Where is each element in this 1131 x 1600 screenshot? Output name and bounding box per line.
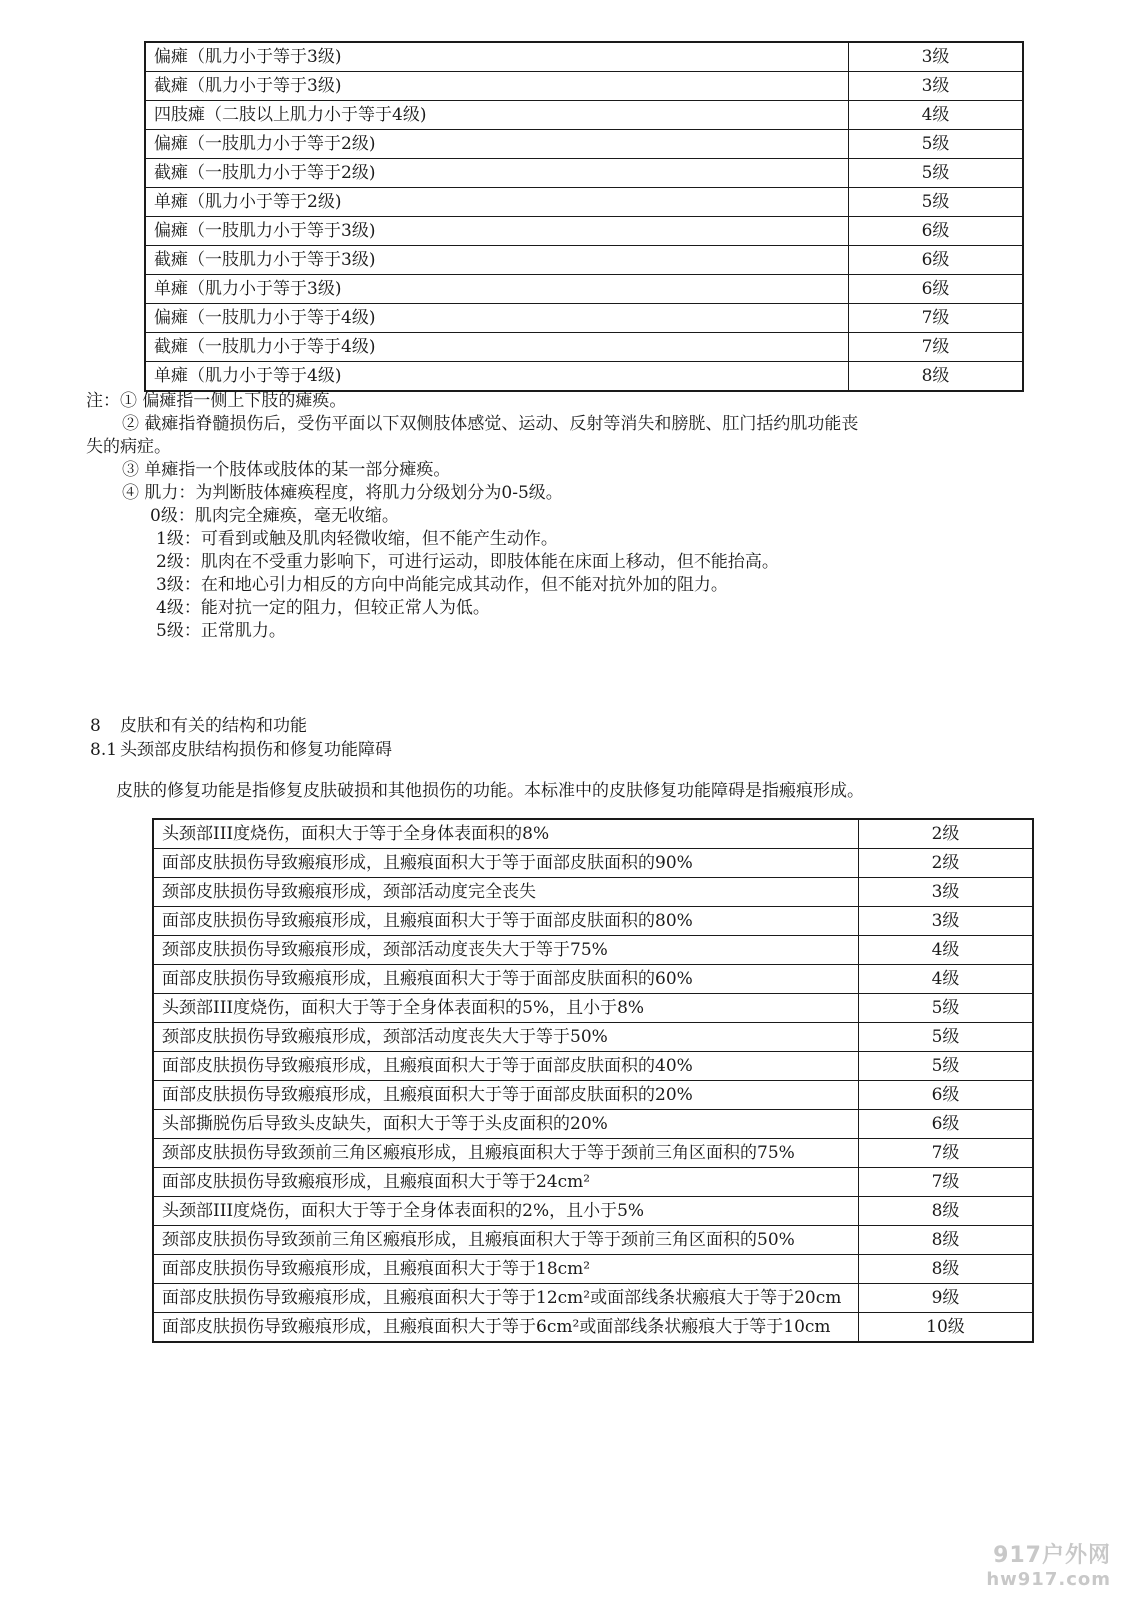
section-8-heading — [90, 711, 307, 736]
row-description: 头颈部III度烧伤，面积大于等于全身体表面积的2%，且小于5% — [153, 1197, 859, 1226]
row-description: 颈部皮肤损伤导致瘢痕形成，颈部活动度丧失大于等于50% — [153, 1023, 859, 1052]
row-description: 面部皮肤损伤导致瘢痕形成，且瘢痕面积大于等于面部皮肤面积的80% — [153, 907, 859, 936]
table-row — [145, 217, 1023, 246]
site-watermark — [986, 1538, 1111, 1590]
table-row — [153, 849, 1033, 878]
grade-4: 4级：能对抗一定的阻力，但较正常人为低。 — [156, 598, 490, 618]
table-row — [145, 130, 1023, 159]
row-level: 4级 — [859, 936, 1034, 965]
table-row — [153, 907, 1033, 936]
row-description: 颈部皮肤损伤导致颈前三角区瘢痕形成，且瘢痕面积大于等于颈前三角区面积的75% — [153, 1139, 859, 1168]
row-description: 截瘫（一肢肌力小于等于3级) — [145, 246, 849, 275]
table-row — [145, 159, 1023, 188]
grade-2: 2级：肌肉在不受重力影响下，可进行运动，即肢体能在床面上移动，但不能抬高。 — [156, 552, 779, 572]
row-level: 8级 — [859, 1226, 1034, 1255]
row-level: 5级 — [849, 130, 1024, 159]
table-row — [153, 1023, 1033, 1052]
row-description: 面部皮肤损伤导致瘢痕形成，且瘢痕面积大于等于面部皮肤面积的90% — [153, 849, 859, 878]
table-row — [145, 101, 1023, 130]
row-level: 5级 — [859, 994, 1034, 1023]
table-row — [153, 936, 1033, 965]
row-level: 4级 — [849, 101, 1024, 130]
row-description: 面部皮肤损伤导致瘢痕形成，且瘢痕面积大于等于面部皮肤面积的20% — [153, 1081, 859, 1110]
grade-0: 0级：肌肉完全瘫痪，毫无收缩。 — [150, 506, 399, 526]
row-description: 面部皮肤损伤导致瘢痕形成，且瘢痕面积大于等于18cm² — [153, 1255, 859, 1284]
row-description: 单瘫（肌力小于等于2级) — [145, 188, 849, 217]
row-description: 头部撕脱伤后导致头皮缺失，面积大于等于头皮面积的20% — [153, 1110, 859, 1139]
row-description: 头颈部III度烧伤，面积大于等于全身体表面积的8% — [153, 819, 859, 849]
row-level: 8级 — [849, 362, 1024, 392]
section-number: 8 — [90, 716, 101, 736]
section-title: 头颈部皮肤结构损伤和修复功能障碍 — [120, 740, 392, 760]
table-row — [153, 1313, 1033, 1343]
grade-3: 3级：在和地心引力相反的方向中尚能完成其动作，但不能对抗外加的阻力。 — [156, 575, 728, 595]
row-level: 6级 — [859, 1110, 1034, 1139]
note-hemiplegia: 注：① 偏瘫指一侧上下肢的瘫痪。 — [86, 391, 347, 411]
row-description: 面部皮肤损伤导致瘢痕形成，且瘢痕面积大于等于面部皮肤面积的60% — [153, 965, 859, 994]
table-row — [145, 246, 1023, 275]
row-level: 2级 — [859, 849, 1034, 878]
paralysis-grade-table — [144, 41, 1024, 392]
table-row — [153, 1284, 1033, 1313]
row-level: 2级 — [859, 819, 1034, 849]
table-row — [153, 994, 1033, 1023]
row-description: 截瘫（肌力小于等于3级) — [145, 72, 849, 101]
skin-scar-grade-table — [152, 818, 1034, 1343]
table-row — [153, 1255, 1033, 1284]
row-description: 头颈部III度烧伤，面积大于等于全身体表面积的5%，且小于8% — [153, 994, 859, 1023]
row-level: 7级 — [849, 304, 1024, 333]
grade-5: 5级：正常肌力。 — [156, 621, 286, 641]
table-row — [145, 42, 1023, 72]
row-level: 3级 — [859, 878, 1034, 907]
table-row — [153, 1081, 1033, 1110]
row-description: 单瘫（肌力小于等于4级) — [145, 362, 849, 392]
row-level: 7级 — [859, 1139, 1034, 1168]
row-level: 6级 — [849, 246, 1024, 275]
table-row — [145, 362, 1023, 392]
row-level: 3级 — [859, 907, 1034, 936]
note-paraplegia: ② 截瘫指脊髓损伤后，受伤平面以下双侧肢体感觉、运动、反射等消失和膀胱、肛门括约肌功能丧 — [122, 414, 859, 434]
row-level: 4级 — [859, 965, 1034, 994]
row-description: 面部皮肤损伤导致瘢痕形成，且瘢痕面积大于等于面部皮肤面积的40% — [153, 1052, 859, 1081]
note-monoplegia: ③ 单瘫指一个肢体或肢体的某一部分瘫痪。 — [122, 460, 451, 480]
row-level: 8级 — [859, 1197, 1034, 1226]
table-row — [153, 1139, 1033, 1168]
row-description: 偏瘫（肌力小于等于3级) — [145, 42, 849, 72]
row-level: 3级 — [849, 72, 1024, 101]
section-number: 8.1 — [90, 740, 118, 760]
table-row — [153, 1052, 1033, 1081]
notes-block — [86, 390, 1026, 643]
row-level: 5级 — [849, 188, 1024, 217]
row-description: 偏瘫（一肢肌力小于等于3级) — [145, 217, 849, 246]
row-description: 偏瘫（一肢肌力小于等于2级) — [145, 130, 849, 159]
row-description: 截瘫（一肢肌力小于等于2级) — [145, 159, 849, 188]
row-description: 颈部皮肤损伤导致瘢痕形成，颈部活动度丧失大于等于75% — [153, 936, 859, 965]
table-row — [153, 1110, 1033, 1139]
table-row — [145, 275, 1023, 304]
table-row — [145, 333, 1023, 362]
table-row — [145, 304, 1023, 333]
row-level: 5级 — [849, 159, 1024, 188]
row-level: 6级 — [859, 1081, 1034, 1110]
table-row — [153, 1168, 1033, 1197]
note-paraplegia-cont: 失的病症。 — [86, 437, 171, 457]
note-muscle-strength: ④ 肌力：为判断肢体瘫痪程度，将肌力分级划分为0-5级。 — [122, 483, 563, 503]
row-level: 6级 — [849, 275, 1024, 304]
row-description: 颈部皮肤损伤导致瘢痕形成，颈部活动度完全丧失 — [153, 878, 859, 907]
row-description: 四肢瘫（二肢以上肌力小于等于4级) — [145, 101, 849, 130]
row-description: 颈部皮肤损伤导致颈前三角区瘢痕形成，且瘢痕面积大于等于颈前三角区面积的50% — [153, 1226, 859, 1255]
row-level: 7级 — [859, 1168, 1034, 1197]
row-description: 截瘫（一肢肌力小于等于4级) — [145, 333, 849, 362]
row-description: 面部皮肤损伤导致瘢痕形成，且瘢痕面积大于等于24cm² — [153, 1168, 859, 1197]
table-row — [145, 72, 1023, 101]
table-row — [153, 819, 1033, 849]
watermark-site-name: 917户外网 — [993, 1543, 1111, 1568]
watermark-domain: hw917.com — [986, 1569, 1111, 1590]
row-description: 面部皮肤损伤导致瘢痕形成，且瘢痕面积大于等于12cm²或面部线条状瘢痕大于等于20cm — [153, 1284, 859, 1313]
intro-paragraph: 皮肤的修复功能是指修复皮肤破损和其他损伤的功能。本标准中的皮肤修复功能障碍是指瘢痕形成。 — [116, 781, 864, 801]
row-level: 6级 — [849, 217, 1024, 246]
table-row — [145, 188, 1023, 217]
row-description: 面部皮肤损伤导致瘢痕形成，且瘢痕面积大于等于6cm²或面部线条状瘢痕大于等于10cm — [153, 1313, 859, 1343]
table-row — [153, 878, 1033, 907]
row-description: 偏瘫（一肢肌力小于等于4级) — [145, 304, 849, 333]
row-level: 5级 — [859, 1023, 1034, 1052]
row-level: 10级 — [859, 1313, 1034, 1343]
row-level: 7级 — [849, 333, 1024, 362]
table-row — [153, 1226, 1033, 1255]
table-row — [153, 965, 1033, 994]
row-level: 9级 — [859, 1284, 1034, 1313]
grade-1: 1级：可看到或触及肌肉轻微收缩，但不能产生动作。 — [156, 529, 558, 549]
row-level: 8级 — [859, 1255, 1034, 1284]
table-row — [153, 1197, 1033, 1226]
row-description: 单瘫（肌力小于等于3级) — [145, 275, 849, 304]
section-title: 皮肤和有关的结构和功能 — [120, 716, 307, 736]
section-8-1-heading — [90, 735, 392, 760]
row-level: 5级 — [859, 1052, 1034, 1081]
row-level: 3级 — [849, 42, 1024, 72]
